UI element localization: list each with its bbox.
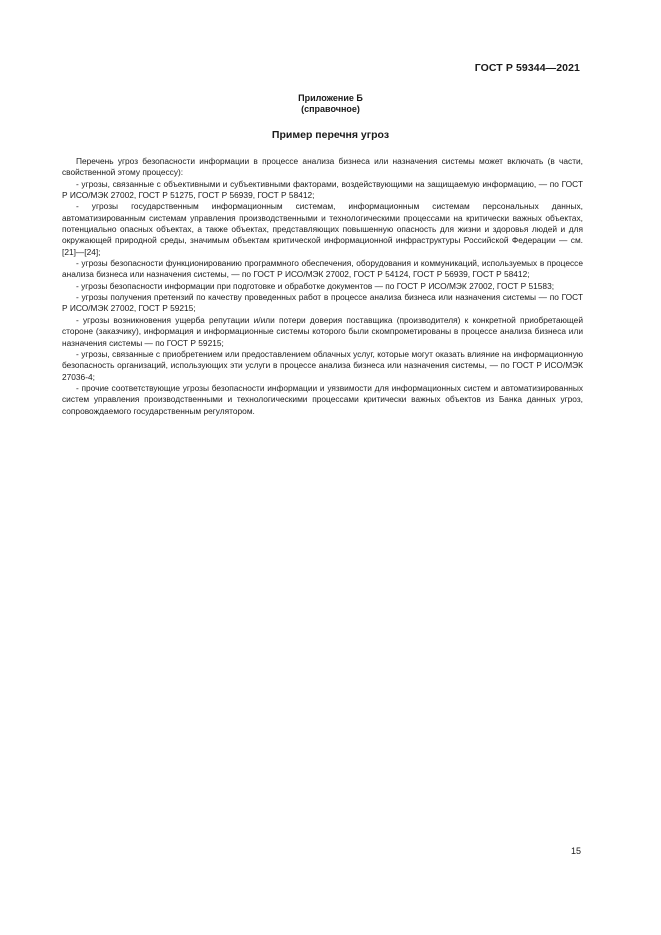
- page-number: 15: [570, 846, 581, 856]
- list-item: - угрозы, связанные с приобретением или предоставлением облачных услуг, которые могут оказать влияние на информационную безопасность организаций, использующих эти услуги в процессе анализа бизнеса или назначения системы, — по ГОСТ Р ИСО/МЭК 27036-4;: [62, 348, 583, 382]
- section-title: Пример перечня угроз: [271, 129, 390, 141]
- document-code: ГОСТ Р 59344—2021: [474, 62, 580, 74]
- list-item: - угрозы безопасности информации при подготовке и обработке документов — по ГОСТ Р ИСО/МЭК 27002, ГОСТ Р 51583;: [76, 280, 555, 291]
- annex-heading: [0, 93, 661, 115]
- list-item: - угрозы получения претензий по качеству проведенных работ в процессе анализа бизнеса или назначения системы — по ГОСТ Р ИСО/МЭК 27002, ГОСТ Р 59215;: [62, 292, 583, 314]
- list-item: - прочие соответствующие угрозы безопасности информации и уязвимости для информационных систем и автоматизированных систем управления производственными и технологическими процессами критически важных объектов из Банка данных угроз, сопровождаемого государственным регулятором.: [62, 382, 583, 416]
- list-item: - угрозы, связанные с объективными и субъективными факторами, воздействующими на защищаемую информацию, — по ГОСТ Р ИСО/МЭК 27002, ГОСТ Р 51275, ГОСТ Р 56939, ГОСТ Р 58412;: [62, 178, 583, 201]
- document-body: [62, 156, 583, 417]
- annex-title: Приложение Б: [298, 93, 363, 103]
- annex-subtitle: (справочное): [301, 104, 360, 114]
- list-item: - угрозы безопасности функционированию программного обеспечения, оборудования и коммуникаций, используемых в процессе анализа бизнеса или назначения системы, — по ГОСТ Р ИСО/МЭК 27002, ГОСТ Р 54124, ГОСТ Р 56939, ГОСТ Р 58412;: [62, 258, 583, 280]
- list-item: - угрозы возникновения ущерба репутации и/или потери доверия поставщика (производителя) к конкретной приобретающей стороне (заказчику), информация и информационные системы которого были скомпрометированы в процессе анализа бизнеса или назначения системы — по ГОСТ Р 59215;: [62, 314, 583, 348]
- intro-paragraph: Перечень угроз безопасности информации в процессе анализа бизнеса или назначения системы может включать (в части, свойственной этому процессу):: [62, 156, 583, 178]
- list-item: - угрозы государственным информационным системам, информационным системам персональных данных, автоматизированным системам управления производственными и технологическими процессами на критически важных объектах, потенциально опасных объектах, а также объектах, представляющих повышенную опасность для жизни и здоровья людей и для окружающей природной среды, значимым объектам критической информационной инфраструктуры Российской Федерации — см. [21]—[24];: [62, 201, 583, 257]
